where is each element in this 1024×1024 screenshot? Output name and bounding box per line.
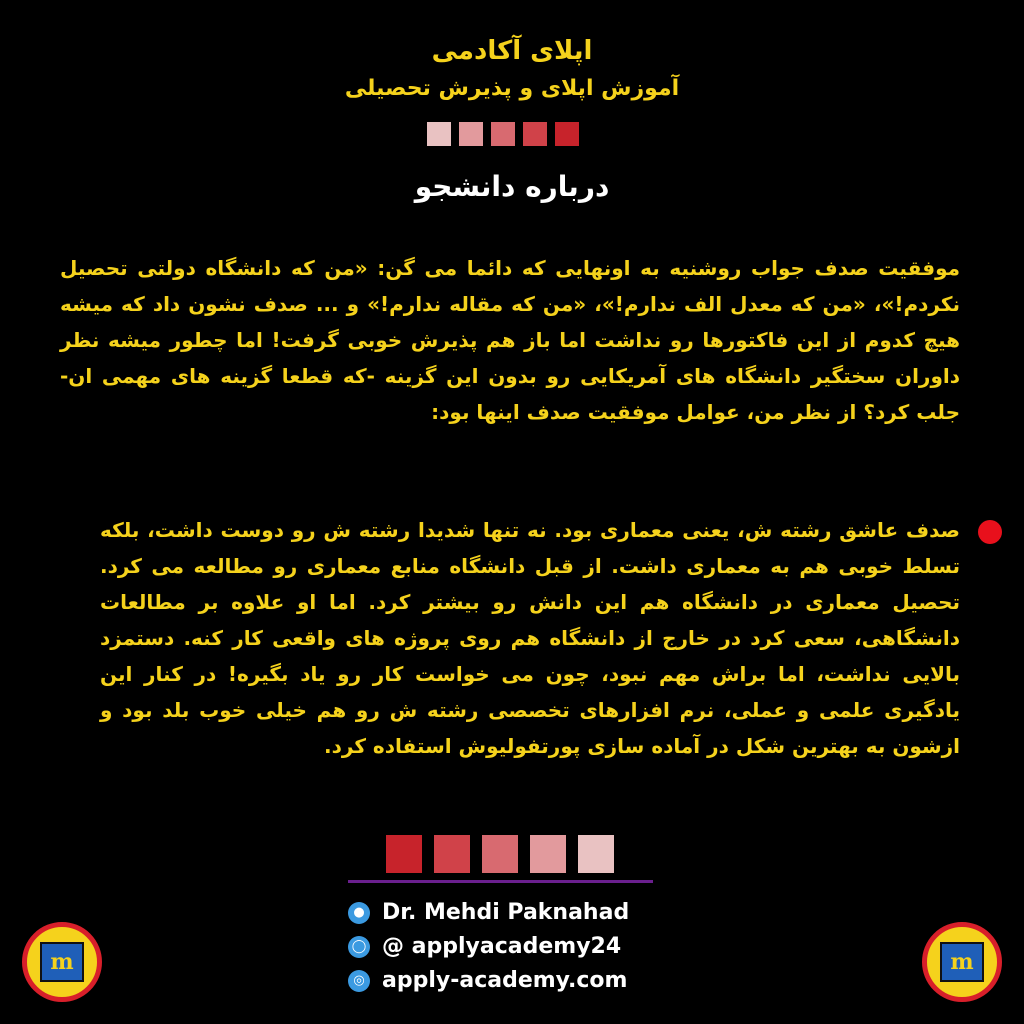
contact-instagram-row[interactable] — [348, 934, 621, 959]
logo-mark-icon: m — [940, 942, 984, 982]
color-swatches-bottom — [386, 835, 614, 873]
contact-name-row — [348, 900, 629, 925]
color-swatches-top — [427, 122, 579, 146]
brand-logo-left — [22, 922, 102, 1002]
bullet-dot-icon — [978, 520, 1002, 544]
swatch — [434, 835, 470, 873]
contact-website-row[interactable] — [348, 968, 627, 993]
swatch — [427, 122, 451, 146]
contact-name: Dr. Mehdi Paknahad — [382, 900, 630, 925]
instagram-icon: ◯ — [348, 936, 370, 958]
swatch — [386, 835, 422, 873]
contact-instagram[interactable]: @ applyacademy24 — [382, 934, 622, 959]
swatch — [459, 122, 483, 146]
section-title: درباره دانشجو — [414, 170, 610, 203]
globe-icon: ◎ — [348, 970, 370, 992]
contact-website[interactable]: apply-academy.com — [382, 968, 628, 993]
swatch — [491, 122, 515, 146]
swatch — [482, 835, 518, 873]
logo-mark-icon: m — [40, 942, 84, 982]
intro-paragraph: موفقیت صدف جواب روشنیه به اونهایی که دائما می گن: «من که دانشگاه دولتی تحصیل نکردم!»، «من که معدل الف ندارم!»، «من که مقاله ندارم!» و ... صدف نشون داد که میشه هیچ کدوم از این فاکتورها رو نداشت اما باز هم پذیرش خوبی گرفت! اما چطور میشه نظر داوران سختگیر دانشگاه های آمریکایی رو بدون این گزینه -که قطعا گزینه های مهمی ان- جلب کرد؟ از نظر من، عوامل موفقیت صدف اینها بود: — [60, 256, 960, 424]
brand-logo-right — [922, 922, 1002, 1002]
swatch — [530, 835, 566, 873]
person-icon: ● — [348, 902, 370, 924]
brand-title: اپلای آکادمی — [431, 36, 593, 66]
divider — [348, 880, 653, 883]
brand-subtitle: آموزش اپلای و پذیرش تحصیلی — [344, 76, 680, 101]
swatch — [523, 122, 547, 146]
swatch — [555, 122, 579, 146]
swatch — [578, 835, 614, 873]
bullet-paragraph: صدف عاشق رشته ش، یعنی معماری بود. نه تنها شدیدا رشته ش رو دوست داشت، بلکه تسلط خوبی هم به معماری داشت. از قبل دانشگاه منابع معماری رو مطالعه می کرد. تحصیل معماری در دانشگاه هم این دانش رو بیشتر کرد. اما او علاوه بر مطالعات دانشگاهی، سعی کرد در خارج از دانشگاه هم روی پروژه های واقعی کار کنه. دستمزد بالایی نداشت، اما براش مهم نبود، چون می خواست کار رو یاد بگیره! در کنار این یادگیری علمی و عملی، نرم افزارهای تخصصی رشته ش رو هم خیلی خوب بلد بود و ازشون به بهترین شکل در آماده سازی پورتفولیوش استفاده کرد. — [100, 518, 960, 758]
